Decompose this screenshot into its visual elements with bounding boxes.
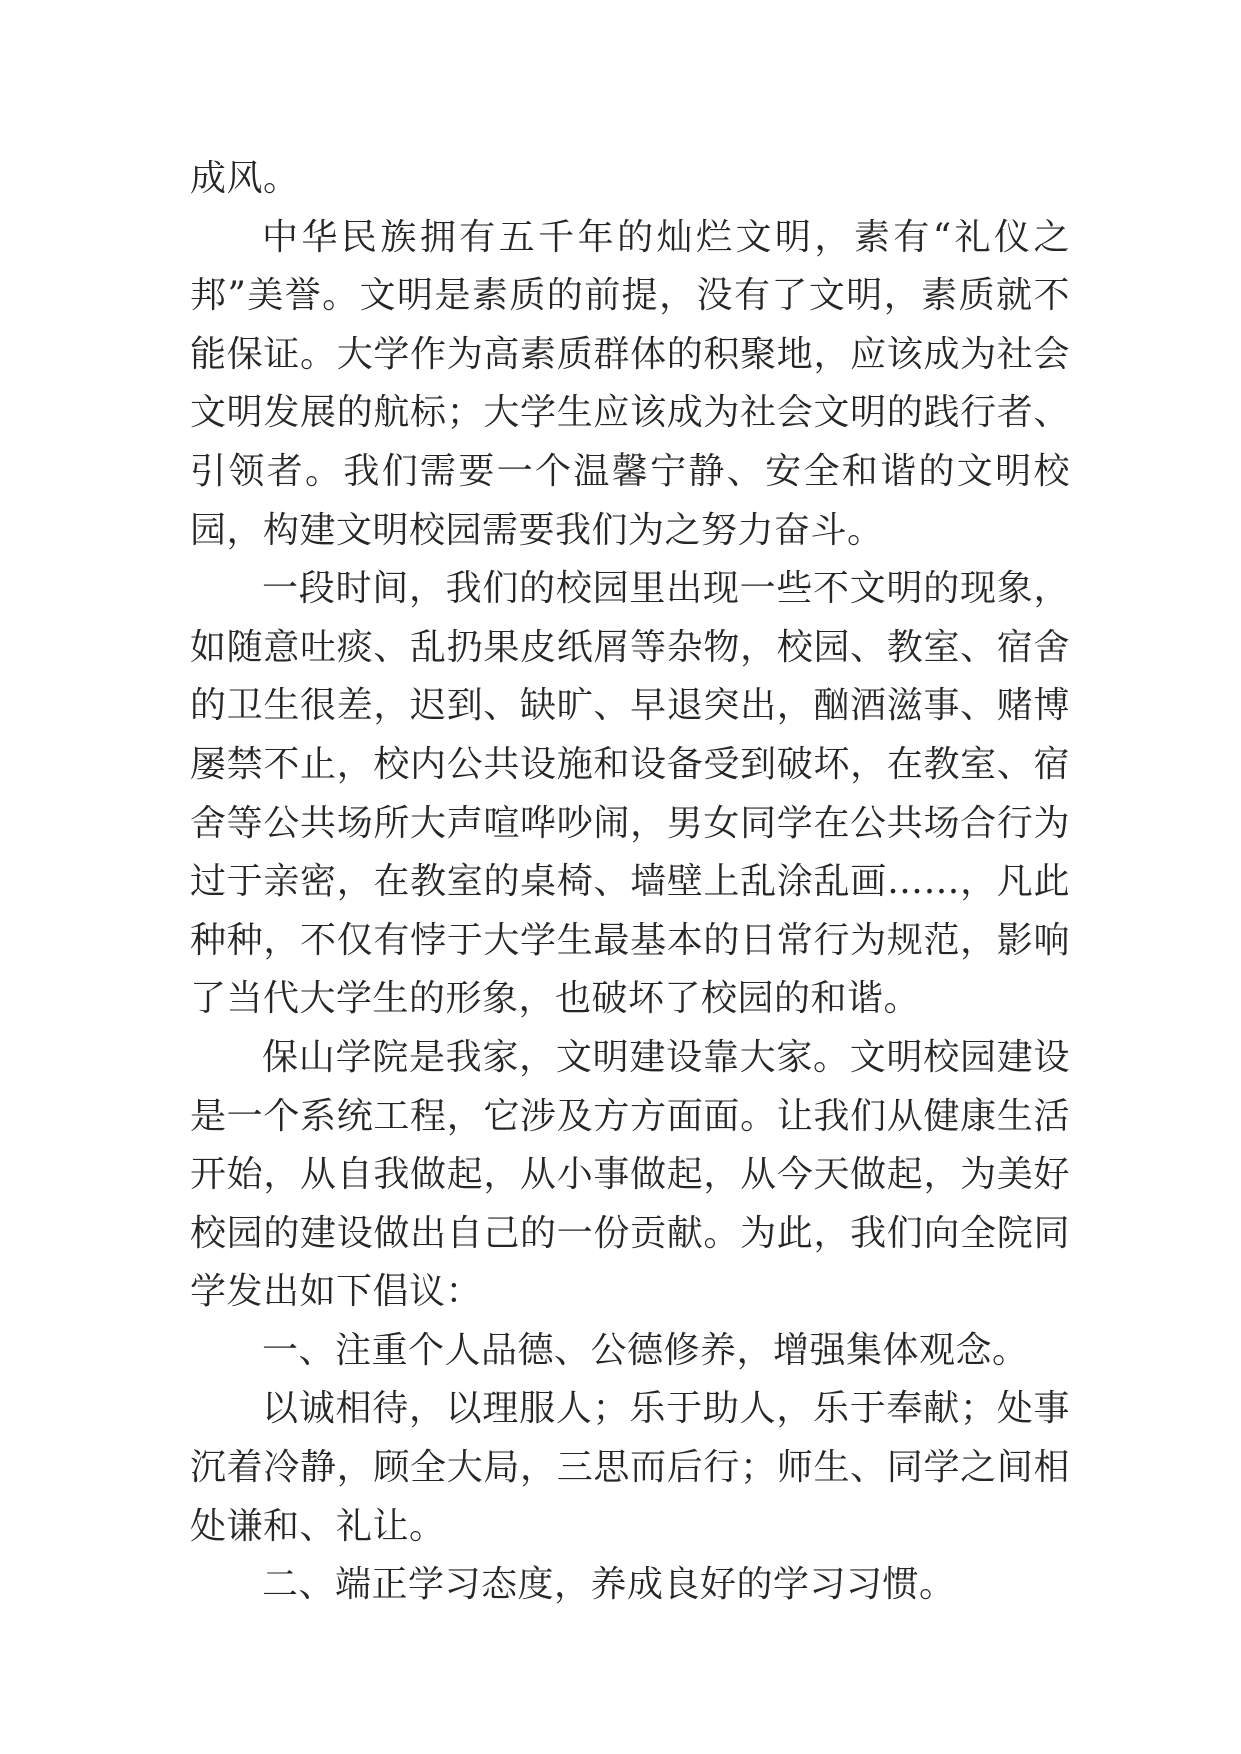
paragraph-uncivil-phenomena: 一段时间，我们的校园里出现一些不文明的现象，如随意吐痰、乱扔果皮纸屑等杂物，校园、教室、宿舍的卫生很差，迟到、缺旷、早退突出，酗酒滋事、赌博屡禁不止，校内公共设施和设备受到破坏，在教室、宿舍等公共场所大声喧哗吵闹，男女同学在公共场合行为过于亲密，在教室的桌椅、墙壁上乱涂乱画……，凡此种种，不仅有悖于大学生最基本的日常行为规范，影响了当代大学生的形象，也破坏了校园的和谐。 <box>190 568 1070 1020</box>
heading-point-one: 一、注重个人品德、公德修养，增强集体观念。 <box>262 1329 1029 1371</box>
paragraph-civilization-intro: 中华民族拥有五千年的灿烂文明，素有“礼仪之邦”美誉。文明是素质的前提，没有了文明，素质就不能保证。大学作为高素质群体的积聚地，应该成为社会文明发展的航标；大学生应该成为社会文明的践行者、引领者。我们需要一个温馨宁静、安全和谐的文明校园，构建文明校园需要我们为之努力奋斗。 <box>190 216 1070 551</box>
heading-point-two: 二、端正学习态度，养成良好的学习习惯。 <box>262 1564 956 1606</box>
paragraph-point-one-body: 以诚相待，以理服人；乐于助人，乐于奉献；处事沉着冷静，顾全大局，三思而后行；师生、同学之间相处谦和、礼让。 <box>190 1388 1070 1547</box>
paragraph-continuation: 成风。 <box>190 158 300 199</box>
paragraph-proposal-intro: 保山学院是我家，文明建设靠大家。文明校园建设是一个系统工程，它涉及方方面面。让我们从健康生活开始，从自我做起，从小事做起，从今天做起，为美好校园的建设做出自己的一份贡献。为此，我们向全院同学发出如下倡议： <box>190 1036 1070 1313</box>
document-body <box>190 150 1070 1615</box>
